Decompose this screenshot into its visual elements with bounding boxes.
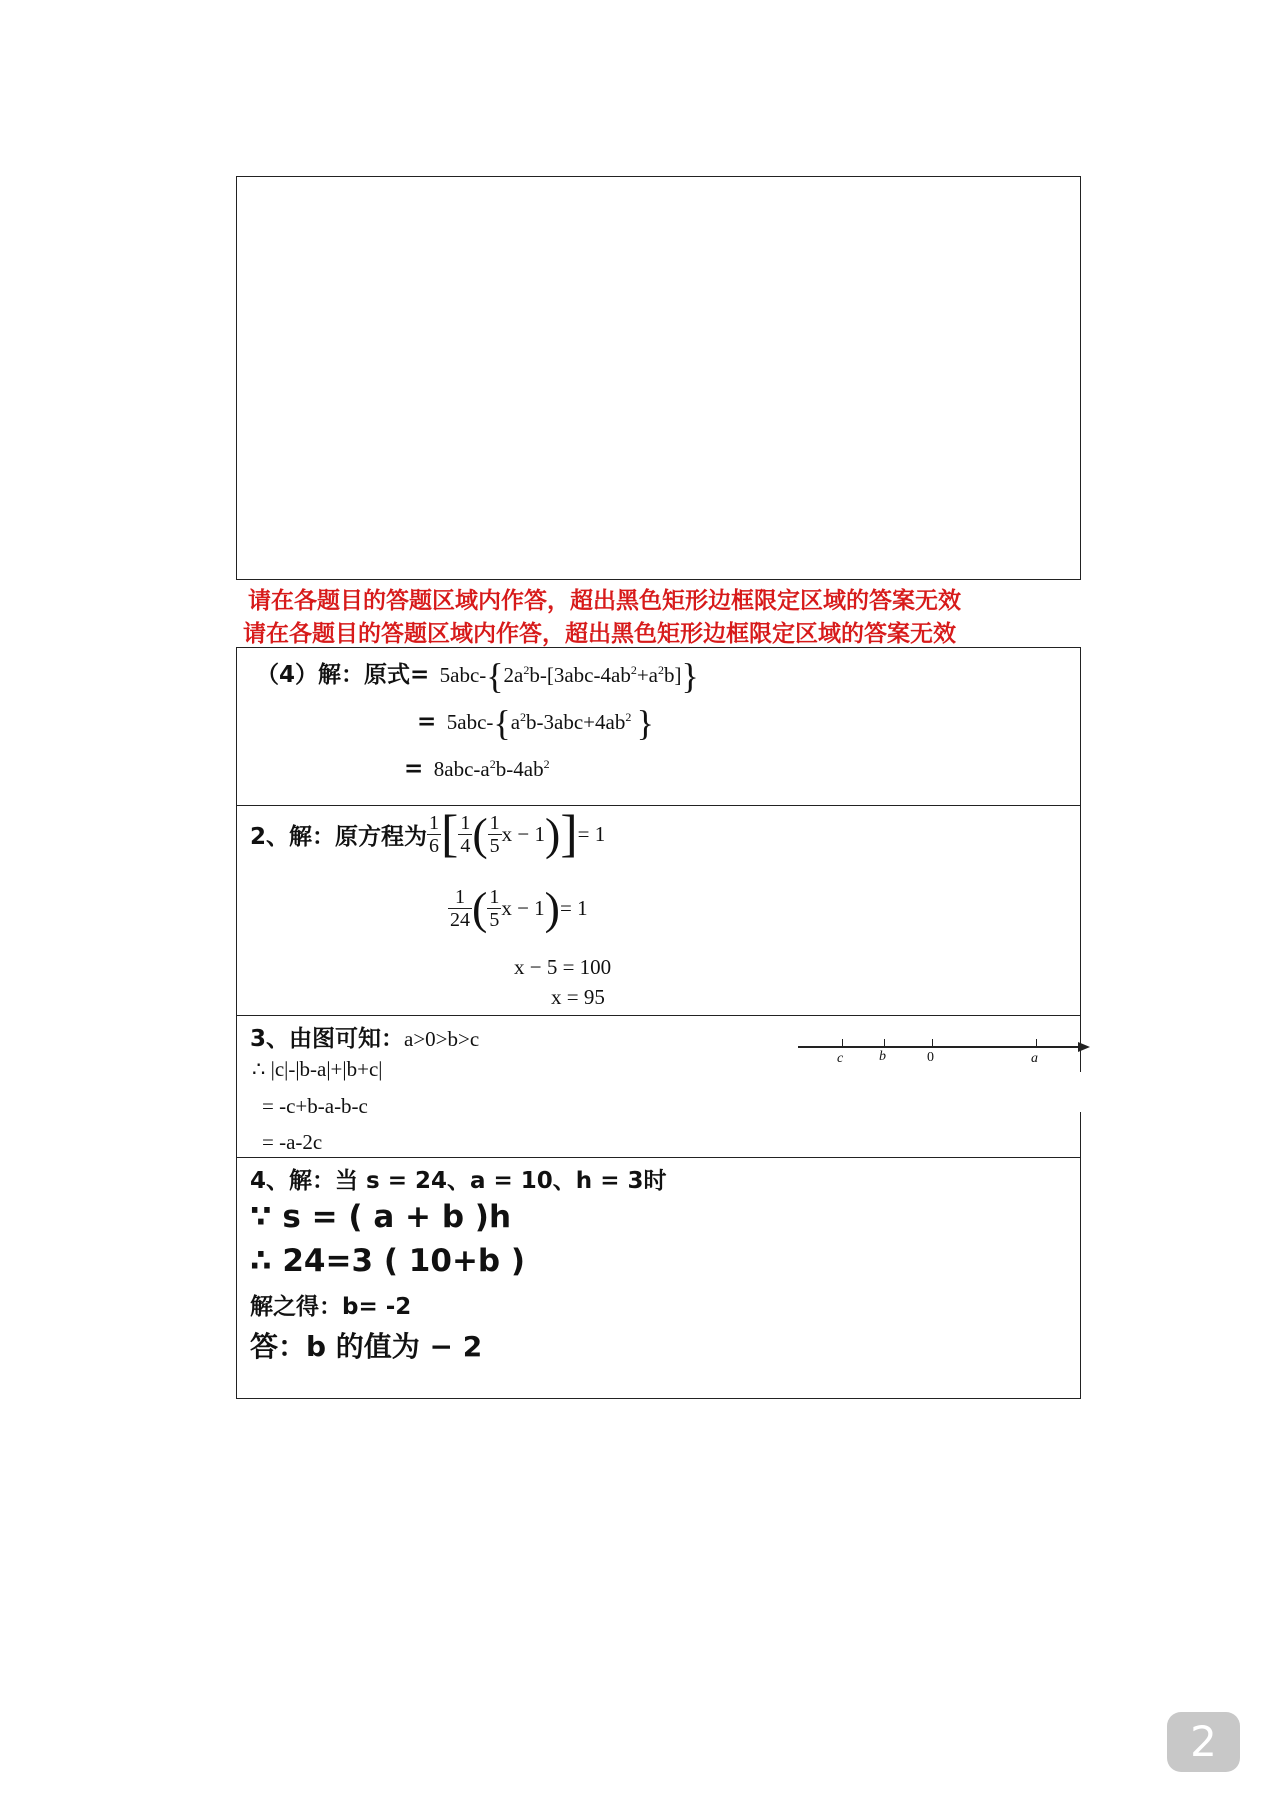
q1-line-3: = $8abc-a^2b-4ab^2$ xyxy=(404,756,550,782)
number-line-arrow-icon xyxy=(1078,1042,1090,1052)
tick-zero xyxy=(932,1039,933,1047)
top-answer-box xyxy=(236,176,1081,580)
notice-line-2: 请在各题目的答题区域内作答，超出黑色矩形边框限定区域的答案无效 xyxy=(243,621,956,647)
page-number-badge[interactable]: 2 xyxy=(1167,1712,1240,1772)
q1-label: （4）解：原式= xyxy=(256,662,430,688)
q2-line-3: x − 5 = 100 xyxy=(514,955,612,979)
q2-line-1: 2、解：原方程为 $\frac{1}{6}$ [ $\frac{1}{4}$ ( $\frac{1}{5}$ x − 1)]= 1 xyxy=(250,805,606,863)
label-b: b xyxy=(879,1049,886,1064)
q3-line-3: = -c+b-a-b-c xyxy=(262,1094,368,1118)
label-c: c xyxy=(837,1051,844,1066)
label-a: a xyxy=(1031,1051,1038,1066)
right-edge-mark xyxy=(1079,1072,1081,1112)
label-zero: 0 xyxy=(927,1050,934,1065)
q4-line-1: 4、解：当 s = 24、a = 10、h = 3时 xyxy=(250,1168,667,1194)
q2-line-2: $\frac{1}{24}$ ( $\frac{1}{5}$ x − 1)= 1 xyxy=(450,882,588,934)
number-line-axis xyxy=(798,1046,1080,1048)
q2-label: 2、解：原方程为 xyxy=(250,824,428,850)
tick-b xyxy=(884,1039,885,1047)
q3-line-4: = -a-2c xyxy=(262,1130,323,1154)
q4-line-5: 答：b 的值为 − 2 xyxy=(250,1330,483,1363)
q4-line-3: ∴ 24=3 ( 10+b ) xyxy=(250,1243,526,1279)
q3-label: 3、由图可知： xyxy=(250,1026,405,1052)
q3-line-2: ∴ |c|-|b-a|+|b+c| xyxy=(252,1057,383,1081)
q4-line-2: ∵ s = ( a + b )h xyxy=(250,1199,512,1235)
tick-c xyxy=(842,1039,843,1047)
q3-line-1: 3、由图可知：a>0>b>c xyxy=(250,1026,480,1052)
q2-line-4: x = 95 xyxy=(551,985,605,1009)
q4-line-4: 解之得：b= -2 xyxy=(250,1294,412,1320)
q1-line-1: （4）解：原式= $5abc-\{2a^2b-[3abc-4ab^2+a^2b]\}$ xyxy=(256,656,699,696)
tick-a xyxy=(1036,1039,1037,1047)
q1-line-2: = $5abc-\{a^2b-3abc+4ab^2$ } xyxy=(417,703,654,743)
notice-line-1: 请在各题目的答题区域内作答，超出黑色矩形边框限定区域的答案无效 xyxy=(248,588,961,614)
